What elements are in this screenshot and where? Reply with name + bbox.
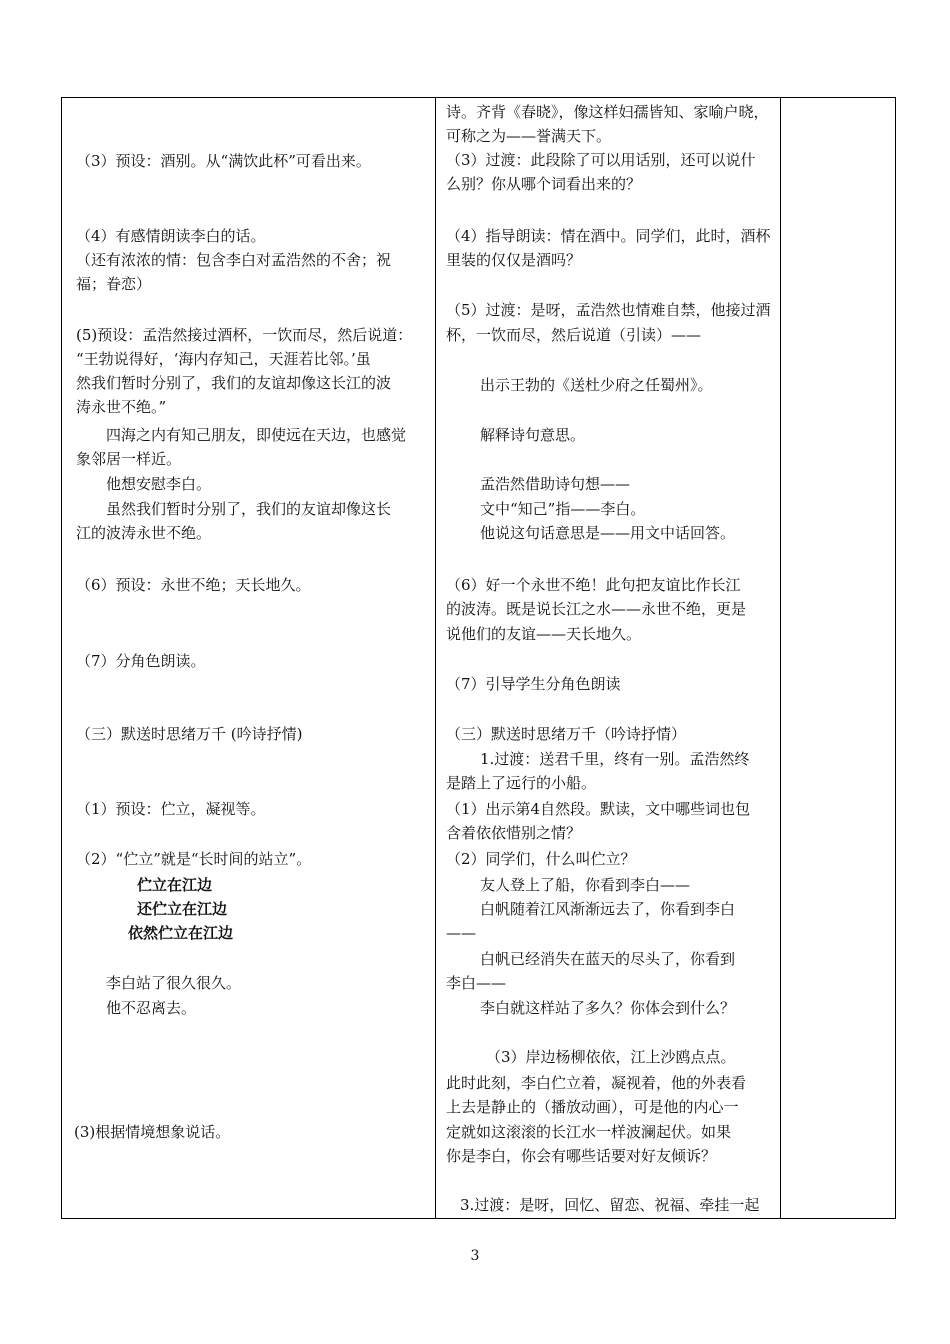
right-line: 他说这句话意思是——用文中话回答。 bbox=[480, 524, 736, 542]
right-line: 解释诗句意思。 bbox=[480, 426, 586, 444]
right-line: （三）默送时思绪万千（吟诗抒情） bbox=[446, 725, 687, 743]
left-line: 四海之内有知己朋友，即使远在天边，也感觉 bbox=[106, 426, 407, 444]
right-line: 1.过渡：送君千里，终有一别。孟浩然终 bbox=[480, 750, 750, 768]
left-line: 他想安慰李白。 bbox=[106, 475, 212, 493]
right-line: 杯，一饮而尽，然后说道（引读）—— bbox=[446, 326, 702, 344]
right-line: （5）过渡：是呀，孟浩然也情难自禁，他接过酒 bbox=[446, 301, 771, 319]
left-line: 江的波涛永世不绝。 bbox=[76, 524, 212, 542]
lesson-table bbox=[61, 97, 896, 1219]
page-number: 3 bbox=[470, 1248, 480, 1264]
right-line: 定就如这滚滚的长江水一样波澜起伏。如果 bbox=[446, 1123, 732, 1141]
right-line: （3）岸边杨柳依依，江上沙鸥点点。 bbox=[486, 1048, 736, 1066]
left-line: 然我们暂时分别了，我们的友谊却像这长江的波 bbox=[76, 374, 392, 392]
right-line: （1）出示第4自然段。默读，文中哪些词也包 bbox=[446, 800, 751, 818]
left-line: （三）默送时思绪万千 (吟诗抒情) bbox=[76, 725, 303, 743]
right-line: （6）好一个永世不绝！此句把友谊比作长江 bbox=[446, 576, 741, 594]
left-line: (3)根据情境想象说话。 bbox=[74, 1123, 231, 1141]
left-line: 涛永世不绝。” bbox=[76, 398, 167, 416]
right-line: 文中“知己”指——李白。 bbox=[480, 500, 646, 518]
left-line: （2）“伫立”就是“长时间的站立”。 bbox=[76, 850, 312, 868]
right-line: 诗。齐背《春晓》，像这样妇孺皆知、家喻户晓， bbox=[446, 103, 769, 121]
left-line: （还有浓浓的情：包含李白对孟浩然的不舍；祝 bbox=[76, 251, 392, 269]
left-line: （1）预设：伫立，凝视等。 bbox=[76, 800, 266, 818]
right-line: 可称之为——誉满天下。 bbox=[446, 127, 612, 145]
right-line: 是踏上了远行的小船。 bbox=[446, 774, 597, 792]
left-line: 虽然我们暂时分别了，我们的友谊却像这长 bbox=[106, 500, 392, 518]
left-line: (5)预设：孟浩然接过酒杯，一饮而尽，然后说道： bbox=[76, 326, 413, 344]
right-line: （7）引导学生分角色朗读 bbox=[446, 675, 621, 693]
notes-column bbox=[781, 98, 896, 1218]
right-line: 含着依依惜别之情？ bbox=[446, 824, 582, 842]
right-line: 李白就这样站了多久？你体会到什么？ bbox=[480, 999, 736, 1017]
right-line: —— bbox=[446, 924, 476, 942]
right-line: 出示王勃的《送杜少府之任蜀州》。 bbox=[480, 376, 713, 394]
right-line: 上去是静止的（播放动画），可是他的内心一 bbox=[446, 1098, 739, 1116]
right-line: 白帆已经消失在蓝天的尽头了，你看到 bbox=[480, 950, 736, 968]
emphasis-line: 还伫立在江边 bbox=[137, 900, 228, 918]
left-line: 象邻居一样近。 bbox=[76, 450, 182, 468]
right-line: 李白—— bbox=[446, 974, 507, 992]
left-line: 李白站了很久很久。 bbox=[106, 974, 242, 992]
left-line: （7）分角色朗读。 bbox=[76, 652, 206, 670]
left-line: （3）预设：酒别。从“满饮此杯”可看出来。 bbox=[76, 152, 371, 170]
left-line: “王勃说得好，‘海内存知己，天涯若比邻。’虽 bbox=[76, 350, 371, 368]
right-line: （3）过渡：此段除了可以用话别，还可以说什 bbox=[446, 151, 756, 169]
right-line: 白帆随着江风渐渐远去了，你看到李白 bbox=[480, 900, 736, 918]
column-divider-1 bbox=[435, 98, 436, 1218]
right-line: 3.过渡：是呀，回忆、留恋、祝福、牵挂一起 bbox=[460, 1196, 760, 1214]
left-line: 他不忍离去。 bbox=[106, 999, 197, 1017]
left-line: （4）有感情朗读李白的话。 bbox=[76, 227, 266, 245]
right-line: 说他们的友谊——天长地久。 bbox=[446, 625, 642, 643]
right-line: 的波涛。既是说长江之水——永世不绝，更是 bbox=[446, 600, 747, 618]
emphasis-line: 伫立在江边 bbox=[137, 876, 213, 894]
left-line: 福；眷恋） bbox=[76, 275, 152, 293]
right-line: 你是李白，你会有哪些话要对好友倾诉？ bbox=[446, 1147, 717, 1165]
right-line: 友人登上了船，你看到李白—— bbox=[480, 876, 691, 894]
right-line: 孟浩然借助诗句想—— bbox=[480, 475, 631, 493]
right-line: （4）指导朗读：情在酒中。同学们，此时，酒杯 bbox=[446, 227, 771, 245]
left-line: （6）预设：永世不绝；天长地久。 bbox=[76, 576, 311, 594]
right-line: （2）同学们，什么叫伫立？ bbox=[446, 850, 636, 868]
right-line: 此时此刻，李白伫立着，凝视着，他的外表看 bbox=[446, 1074, 747, 1092]
right-line: 么别？你从哪个词看出来的？ bbox=[446, 175, 642, 193]
right-line: 里装的仅仅是酒吗？ bbox=[446, 251, 582, 269]
emphasis-line: 依然伫立在江边 bbox=[128, 924, 234, 942]
